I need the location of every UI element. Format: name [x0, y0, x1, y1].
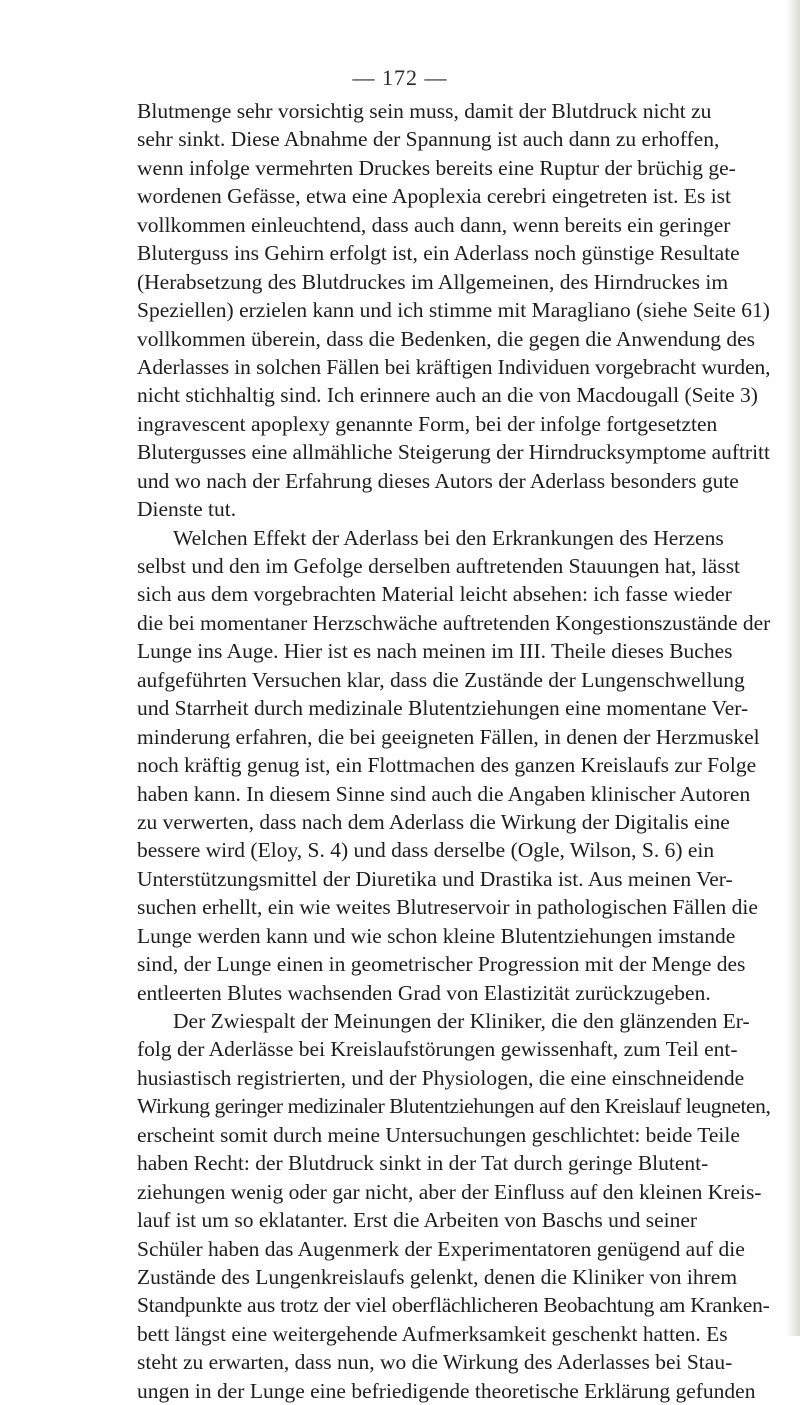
text-line: wordenen Gefässe, etwa eine Apoplexia cerebri eingetreten ist. Es ist	[137, 184, 732, 209]
text-line: noch kräftig genug ist, ein Flottmachen des ganzen Kreislaufs zur Folge	[137, 753, 757, 778]
text-line: selbst und den im Gefolge derselben auftretenden Stauungen hat, lässt	[137, 554, 741, 578]
text-line: Unterstützungsmittel der Diuretika und Drastika ist. Aus meinen Ver-	[137, 866, 733, 891]
text-line: vollkommen überein, dass die Bedenken, die gegen die Anwendung des	[137, 326, 755, 351]
text-line: minderung erfahren, die bei geeigneten Fällen, in denen der Herzmuskel	[137, 724, 760, 749]
text-line: und Starrheit durch medizinale Blutentziehungen eine momentane Ver-	[137, 696, 749, 721]
text-line: Blutmenge sehr vorsichtig sein muss, damit der Blutdruck nicht zu	[137, 99, 712, 123]
text-line: Standpunkte aus trotz der viel oberflächlicheren Beobachtung am Kranken-	[137, 1293, 770, 1318]
text-line: entleerten Blutes wachsenden Grad von Elastizität zurückzugeben.	[137, 980, 711, 1005]
page-edge-shadow	[786, 0, 800, 1336]
text-line: (Herabsetzung des Blutdruckes im Allgemeinen, des Hirndruckes im	[137, 269, 729, 294]
paragraph-first-line: Welchen Effekt der Aderlass bei den Erkrankungen des Herzens	[173, 525, 724, 550]
text-line: Lunge ins Auge. Hier ist es nach meinen im III. Theile dieses Buches	[137, 639, 733, 664]
text-line: und wo nach der Erfahrung dieses Autors der Aderlass besonders gute	[137, 468, 739, 493]
text-line: sich aus dem vorgebrachten Material leicht absehen: ich fasse wieder	[137, 582, 732, 607]
text-line: Lunge werden kann und wie schon kleine Blutentziehungen imstande	[137, 923, 736, 948]
text-line: Wirkung geringer medizinaler Blutentziehungen auf den Kreislauf leugneten,	[137, 1094, 771, 1119]
text-line: ziehungen wenig oder gar nicht, aber der Einfluss auf den kleinen Kreis-	[137, 1179, 762, 1204]
text-line: vollkommen einleuchtend, dass auch dann, wenn bereits ein geringer	[137, 212, 731, 237]
page-number: — 172 —	[352, 65, 448, 90]
paragraph-first-line: Der Zwiespalt der Meinungen der Kliniker, die den glänzenden Er-	[173, 1009, 750, 1033]
text-line: Aderlasses in solchen Fällen bei kräftigen Individuen vorgebracht wurden,	[137, 354, 771, 379]
text-line: ungen in der Lunge eine befriedigende theoretische Erklärung gefunden	[137, 1378, 756, 1403]
text-line: wenn infolge vermehrten Druckes bereits eine Ruptur der brüchig ge-	[137, 155, 736, 180]
text-line: die bei momentaner Herzschwäche auftretenden Kongestionszustände der	[137, 610, 771, 635]
text-line: Speziellen) erzielen kann und ich stimme mit Maragliano (siehe Seite 61)	[137, 298, 770, 323]
text-line: ingravescent apoplexy genannte Form, bei der infolge fortgesetzten	[137, 411, 718, 436]
text-line: Bluterguss ins Gehirn erfolgt ist, ein Aderlass noch günstige Resultate	[137, 241, 740, 266]
text-line: erscheint somit durch meine Untersuchungen geschlichtet: beide Teile	[137, 1122, 740, 1147]
text-line: steht zu erwarten, dass nun, wo die Wirkung des Aderlasses bei Stau-	[137, 1350, 733, 1375]
text-line: husiastisch registrierten, und der Physiologen, die eine einschneidende	[137, 1065, 745, 1090]
text-line: bessere wird (Eloy, S. 4) und dass derselbe (Ogle, Wilson, S. 6) ein	[137, 838, 715, 863]
text-line: lauf ist um so eklatanter. Erst die Arbeiten von Baschs und seiner	[137, 1208, 698, 1233]
text-line: aufgeführten Versuchen klar, dass die Zustände der Lungenschwellung	[137, 667, 745, 692]
body-text	[137, 97, 770, 1405]
text-line: Blutergusses eine allmähliche Steigerung der Hirndrucksymptome auftritt	[137, 440, 770, 465]
text-line: sind, der Lunge einen in geometrischer Progression mit der Menge des	[137, 952, 746, 977]
text-line: bett längst eine weitergehende Aufmerksamkeit geschenkt hatten. Es	[137, 1321, 728, 1346]
text-line: Schüler haben das Augenmerk der Experimentatoren genügend auf die	[137, 1236, 745, 1261]
text-line: Zustände des Lungenkreislaufs gelenkt, denen die Kliniker von ihrem	[137, 1264, 738, 1289]
text-line: nicht stichhaltig sind. Ich erinnere auch an die von Macdougall (Seite 3)	[137, 383, 758, 408]
text-line: suchen erhellt, ein wie weites Blutreservoir in pathologischen Fällen die	[137, 895, 758, 920]
text-line: haben Recht: der Blutdruck sinkt in der Tat durch geringe Blutent-	[137, 1151, 709, 1176]
text-line: folg der Aderlässe bei Kreislaufstörungen gewissenhaft, zum Teil ent-	[137, 1037, 738, 1062]
text-line: sehr sinkt. Diese Abnahme der Spannung ist auch dann zu erhoffen,	[137, 127, 720, 152]
text-line: Dienste tut.	[137, 497, 237, 522]
text-line: zu verwerten, dass nach dem Aderlass die Wirkung der Digitalis eine	[137, 809, 730, 834]
text-line: haben kann. In diesem Sinne sind auch die Angaben klinischer Autoren	[137, 781, 751, 806]
